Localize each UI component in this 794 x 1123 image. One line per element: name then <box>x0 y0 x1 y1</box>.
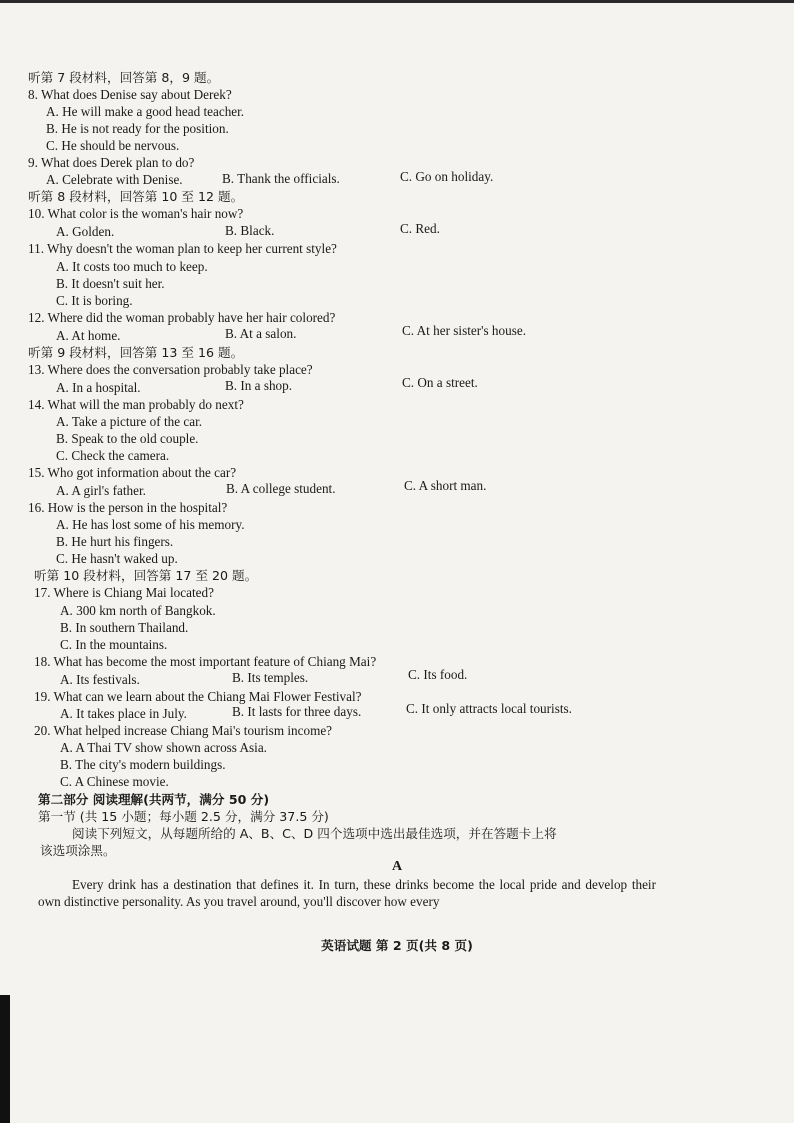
question-18-option-c: C. Its food. <box>408 667 468 682</box>
question-8-option-a: A. He will make a good head teacher. <box>46 104 245 119</box>
question-20-option-b: B. The city's modern buildings. <box>60 757 226 772</box>
question-11-option-b: B. It doesn't suit her. <box>56 276 165 291</box>
question-15-option-b: B. A college student. <box>226 481 336 496</box>
question-20-option-c: C. A Chinese movie. <box>60 774 169 789</box>
question-10-stem: 10. What color is the woman's hair now? <box>28 206 244 221</box>
question-17-option-b: B. In southern Thailand. <box>60 620 189 635</box>
question-13-option-b: B. In a shop. <box>225 378 293 393</box>
question-17-option-a: A. 300 km north of Bangkok. <box>60 603 216 618</box>
question-12-option-a: A. At home. <box>56 328 121 343</box>
question-13-option-c: C. On a street. <box>402 375 478 390</box>
question-9-option-a: A. Celebrate with Denise. <box>46 172 183 187</box>
question-11-option-c: C. It is boring. <box>56 293 133 308</box>
question-17-stem: 17. Where is Chiang Mai located? <box>34 585 214 600</box>
question-9-option-c: C. Go on holiday. <box>400 169 494 184</box>
question-8-option-c: C. He should be nervous. <box>46 138 180 153</box>
question-16-stem: 16. How is the person in the hospital? <box>28 500 228 515</box>
question-15-option-a: A. A girl's father. <box>56 483 146 498</box>
question-9-stem: 9. What does Derek plan to do? <box>28 155 195 170</box>
question-9-option-b: B. Thank the officials. <box>222 171 340 186</box>
section-heading-10: 听第 10 段材料，回答第 17 至 20 题。 <box>34 568 258 583</box>
question-14-option-b: B. Speak to the old couple. <box>56 431 199 446</box>
question-19-stem: 19. What can we learn about the Chiang Mai Flower Festival? <box>34 689 362 704</box>
question-12-option-c: C. At her sister's house. <box>402 323 526 338</box>
question-14-option-a: A. Take a picture of the car. <box>56 414 203 429</box>
page-footer: 英语试题 第 2 页(共 8 页) <box>321 938 473 953</box>
question-10-option-b: B. Black. <box>225 223 275 238</box>
reading-instruction-line-2: 该选项涂黑。 <box>40 843 116 858</box>
question-16-option-a: A. He has lost some of his memory. <box>56 517 245 532</box>
section-one-heading: 第一节 (共 15 小题；每小题 2.5 分，满分 37.5 分) <box>38 809 329 824</box>
question-20-stem: 20. What helped increase Chiang Mai's tourism income? <box>34 723 333 738</box>
question-12-stem: 12. Where did the woman probably have her hair colored? <box>28 310 336 325</box>
passage-letter-a: A <box>391 859 403 874</box>
question-8-option-b: B. He is not ready for the position. <box>46 121 229 136</box>
question-15-option-c: C. A short man. <box>404 478 487 493</box>
question-11-option-a: A. It costs too much to keep. <box>56 259 208 274</box>
part-two-heading: 第二部分 阅读理解(共两节，满分 50 分) <box>38 792 270 807</box>
question-19-option-c: C. It only attracts local tourists. <box>406 701 572 716</box>
question-18-stem: 18. What has become the most important feature of Chiang Mai? <box>34 654 377 669</box>
question-8-stem: 8. What does Denise say about Derek? <box>28 87 232 102</box>
reading-instruction-line-1: 阅读下列短文，从每题所给的 A、B、C、D 四个选项中选出最佳选项，并在答题卡上将 <box>72 826 557 841</box>
question-13-option-a: A. In a hospital. <box>56 380 141 395</box>
question-16-option-b: B. He hurt his fingers. <box>56 534 174 549</box>
question-14-stem: 14. What will the man probably do next? <box>28 397 244 412</box>
question-18-option-a: A. Its festivals. <box>60 672 140 687</box>
question-11-stem: 11. Why doesn't the woman plan to keep her current style? <box>28 241 337 256</box>
question-18-option-b: B. Its temples. <box>232 670 309 685</box>
question-10-option-c: C. Red. <box>400 221 440 236</box>
question-13-stem: 13. Where does the conversation probably take place? <box>28 362 313 377</box>
question-12-option-b: B. At a salon. <box>225 326 297 341</box>
section-heading-8: 听第 8 段材料，回答第 10 至 12 题。 <box>28 189 244 204</box>
question-16-option-c: C. He hasn't waked up. <box>56 551 178 566</box>
section-heading-7: 听第 7 段材料，回答第 8，9 题。 <box>28 70 220 85</box>
section-heading-9: 听第 9 段材料，回答第 13 至 16 题。 <box>28 345 244 360</box>
question-10-option-a: A. Golden. <box>56 224 115 239</box>
passage-a-text: Every drink has a destination that defines it. In turn, these drinks become the local pride and develop their own distinctive personality. As you travel around, you'll discover how every <box>38 877 656 909</box>
question-17-option-c: C. In the mountains. <box>60 637 168 652</box>
question-19-option-b: B. It lasts for three days. <box>232 704 362 719</box>
question-20-option-a: A. A Thai TV show shown across Asia. <box>60 740 267 755</box>
question-19-option-a: A. It takes place in July. <box>60 706 187 721</box>
question-15-stem: 15. Who got information about the car? <box>28 465 237 480</box>
question-14-option-c: C. Check the camera. <box>56 448 170 463</box>
